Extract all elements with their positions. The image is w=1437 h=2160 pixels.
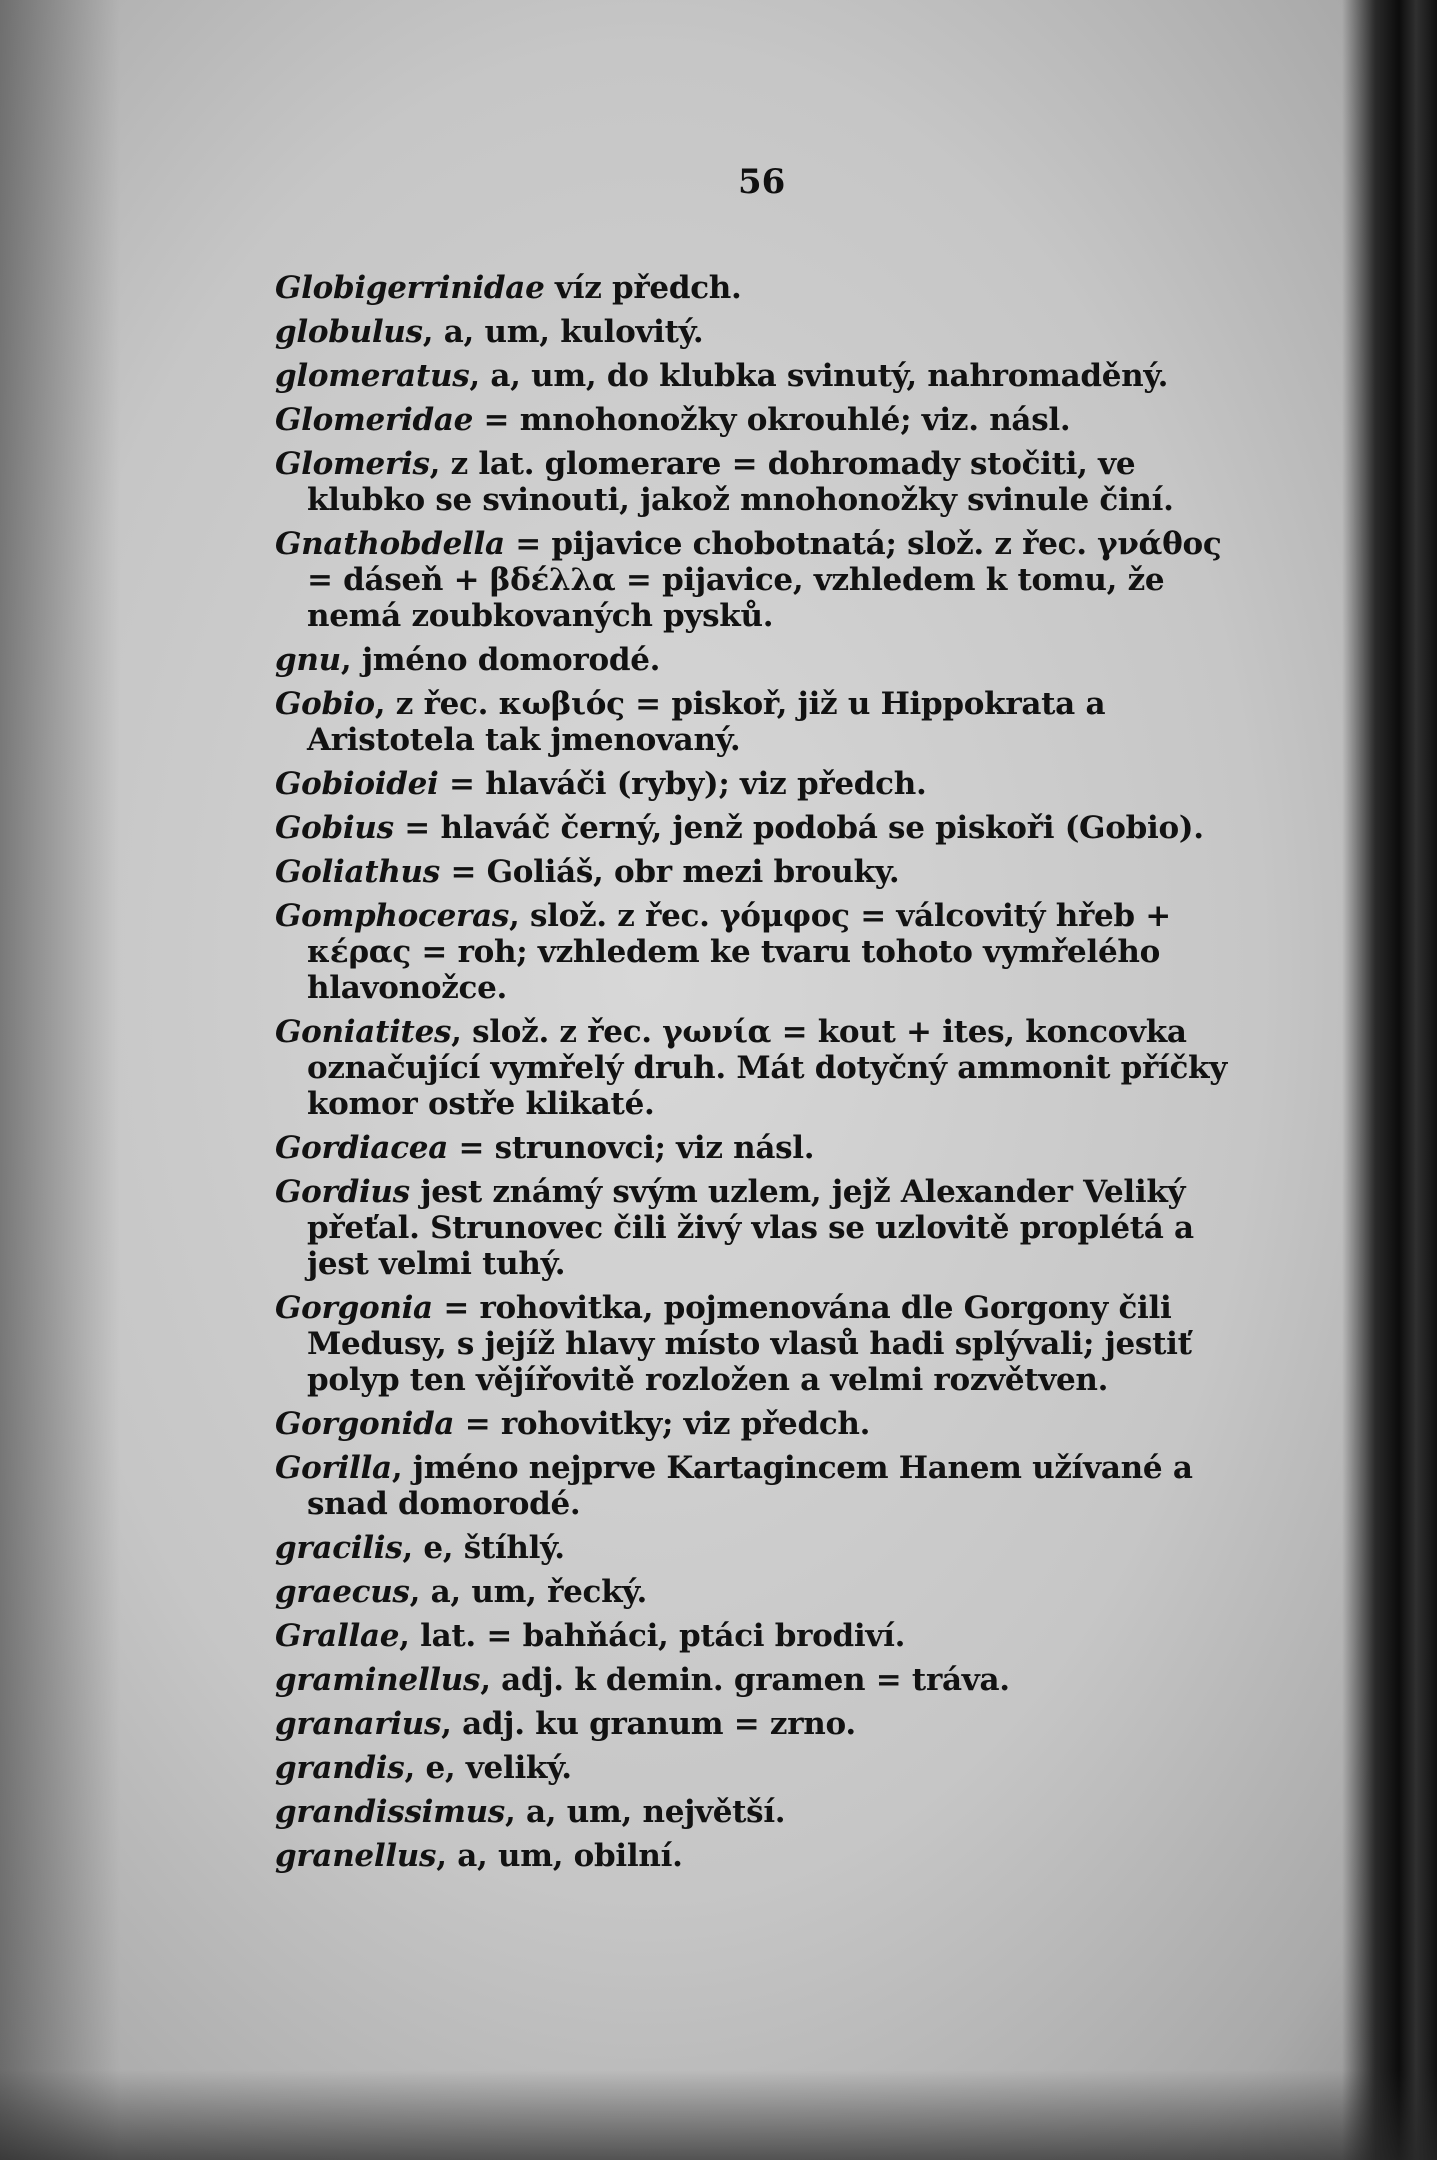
- dictionary-entry: [275, 1794, 1250, 1830]
- left-page-shadow: [0, 0, 120, 2160]
- entry-headword: grandis: [275, 1750, 405, 1786]
- dictionary-entry: [275, 314, 1250, 350]
- entry-headword: Gorgonia: [275, 1290, 433, 1326]
- dictionary-entry: [275, 1406, 1250, 1442]
- entry-definition: , a, um, největší.: [504, 1794, 786, 1830]
- entry-definition: = pijavice chobotnatá; slož. z řec. γνάθος = dáseň + βδέλλα = pijavice, vzhledem k tomu, že nemá zoubkovaných pysků.: [307, 526, 1222, 634]
- entry-definition: , z lat. glomerare = dohromady stočiti, ve klubko se svinouti, jakož mnohonožky svinule činí.: [307, 446, 1174, 518]
- entry-headword: granellus: [275, 1838, 437, 1874]
- dictionary-entry: [275, 1838, 1250, 1874]
- entry-definition: , a, um, kulovitý.: [422, 314, 704, 350]
- entry-definition: = hlaváči (ryby); viz předch.: [438, 766, 927, 802]
- dictionary-entries: [275, 270, 1250, 1882]
- dictionary-entry: [275, 810, 1250, 846]
- entry-definition: , jméno domorodé.: [340, 642, 661, 678]
- entry-headword: Goniatites: [275, 1014, 452, 1050]
- entry-definition: , e, veliký.: [404, 1750, 572, 1786]
- dictionary-entry: [275, 358, 1250, 394]
- dictionary-entry: [275, 1662, 1250, 1698]
- entry-definition: = rohovitky; viz předch.: [454, 1406, 871, 1442]
- entry-definition: , a, um, řecký.: [409, 1574, 647, 1610]
- entry-definition: , e, štíhlý.: [402, 1530, 565, 1566]
- dictionary-entry: [275, 1174, 1250, 1282]
- dictionary-entry: [275, 526, 1250, 634]
- dictionary-entry: [275, 1574, 1250, 1610]
- entry-headword: Gorgonida: [275, 1406, 455, 1442]
- entry-headword: globulus: [275, 314, 423, 350]
- entry-definition: , a, um, do klubka svinutý, nahromaděný.: [469, 358, 1169, 394]
- dictionary-entry: [275, 1014, 1250, 1122]
- entry-definition: víz předch.: [544, 270, 742, 306]
- dictionary-entry: [275, 1706, 1250, 1742]
- entry-headword: Glomeris: [275, 446, 430, 482]
- entry-headword: Gobio: [275, 686, 375, 722]
- entry-definition: = strunovci; viz násl.: [448, 1130, 815, 1166]
- entry-definition: , lat. = bahňáci, ptáci brodiví.: [399, 1618, 906, 1654]
- entry-headword: Gorilla: [275, 1450, 392, 1486]
- entry-definition: , adj. ku granum = zrno.: [441, 1706, 856, 1742]
- bottom-page-shadow: [0, 2070, 1437, 2160]
- dictionary-entry: [275, 270, 1250, 306]
- entry-headword: grandissimus: [275, 1794, 505, 1830]
- dictionary-entry: [275, 642, 1250, 678]
- entry-definition: , jméno nejprve Kartagincem Hanem užívané a snad domorodé.: [307, 1450, 1193, 1522]
- entry-headword: Grallae: [275, 1618, 400, 1654]
- entry-headword: gracilis: [275, 1530, 403, 1566]
- entry-definition: jest známý svým uzlem, jejž Alexander Veliký přeťal. Strunovec čili živý vlas se uzlovitě proplétá a jest velmi tuhý.: [307, 1174, 1194, 1282]
- dictionary-entry: [275, 1130, 1250, 1166]
- dictionary-entry: [275, 898, 1250, 1006]
- entry-definition: = Goliáš, obr mezi brouky.: [439, 854, 900, 890]
- entry-definition: = rohovitka, pojmenována dle Gorgony čili Medusy, s jejíž hlavy místo vlasů hadi splývali; jestiť polyp ten vějířovitě rozložen a velmi rozvětven.: [307, 1290, 1192, 1398]
- entry-headword: granarius: [275, 1706, 442, 1742]
- entry-definition: = hlaváč černý, jenž podobá se piskoři (Gobio).: [393, 810, 1204, 846]
- dictionary-entry: [275, 446, 1250, 518]
- entry-headword: Gomphoceras: [275, 898, 510, 934]
- dictionary-entry: [275, 1750, 1250, 1786]
- entry-definition: , z řec. κωβιός = piskoř, již u Hippokrata a Aristotela tak jmenovaný.: [307, 686, 1106, 758]
- book-binding-edge: [1342, 0, 1437, 2160]
- dictionary-entry: [275, 1618, 1250, 1654]
- entry-headword: Gordius: [275, 1174, 410, 1210]
- entry-headword: Gordiacea: [275, 1130, 449, 1166]
- dictionary-entry: [275, 766, 1250, 802]
- entry-definition: , slož. z řec. γόμφος = válcovitý hřeb + κέρας = roh; vzhledem ke tvaru tohoto vymřelého hlavonožce.: [307, 898, 1171, 1006]
- entry-headword: Glomeridae: [275, 402, 474, 438]
- entry-definition: , a, um, obilní.: [436, 1838, 683, 1874]
- dictionary-entry: [275, 1530, 1250, 1566]
- dictionary-entry: [275, 686, 1250, 758]
- dictionary-entry: [275, 854, 1250, 890]
- dictionary-entry: [275, 1290, 1250, 1398]
- entry-headword: Gobius: [275, 810, 394, 846]
- entry-headword: Gnathobdella: [275, 526, 505, 562]
- entry-headword: Gobioidei: [275, 766, 439, 802]
- entry-headword: graecus: [275, 1574, 410, 1610]
- entry-definition: , adj. k demin. gramen = tráva.: [480, 1662, 1010, 1698]
- entry-headword: gnu: [275, 642, 341, 678]
- entry-definition: , slož. z řec. γωνία = kout + ites, koncovka označující vymřelý druh. Mát dotyčný ammonit příčky komor ostře klikaté.: [307, 1014, 1227, 1122]
- page-number: 56: [738, 162, 786, 202]
- entry-headword: graminellus: [275, 1662, 481, 1698]
- dictionary-entry: [275, 402, 1250, 438]
- entry-headword: glomeratus: [275, 358, 470, 394]
- entry-definition: = mnohonožky okrouhlé; viz. násl.: [473, 402, 1071, 438]
- entry-headword: Globigerrinidae: [275, 270, 545, 306]
- entry-headword: Goliathus: [275, 854, 440, 890]
- dictionary-entry: [275, 1450, 1250, 1522]
